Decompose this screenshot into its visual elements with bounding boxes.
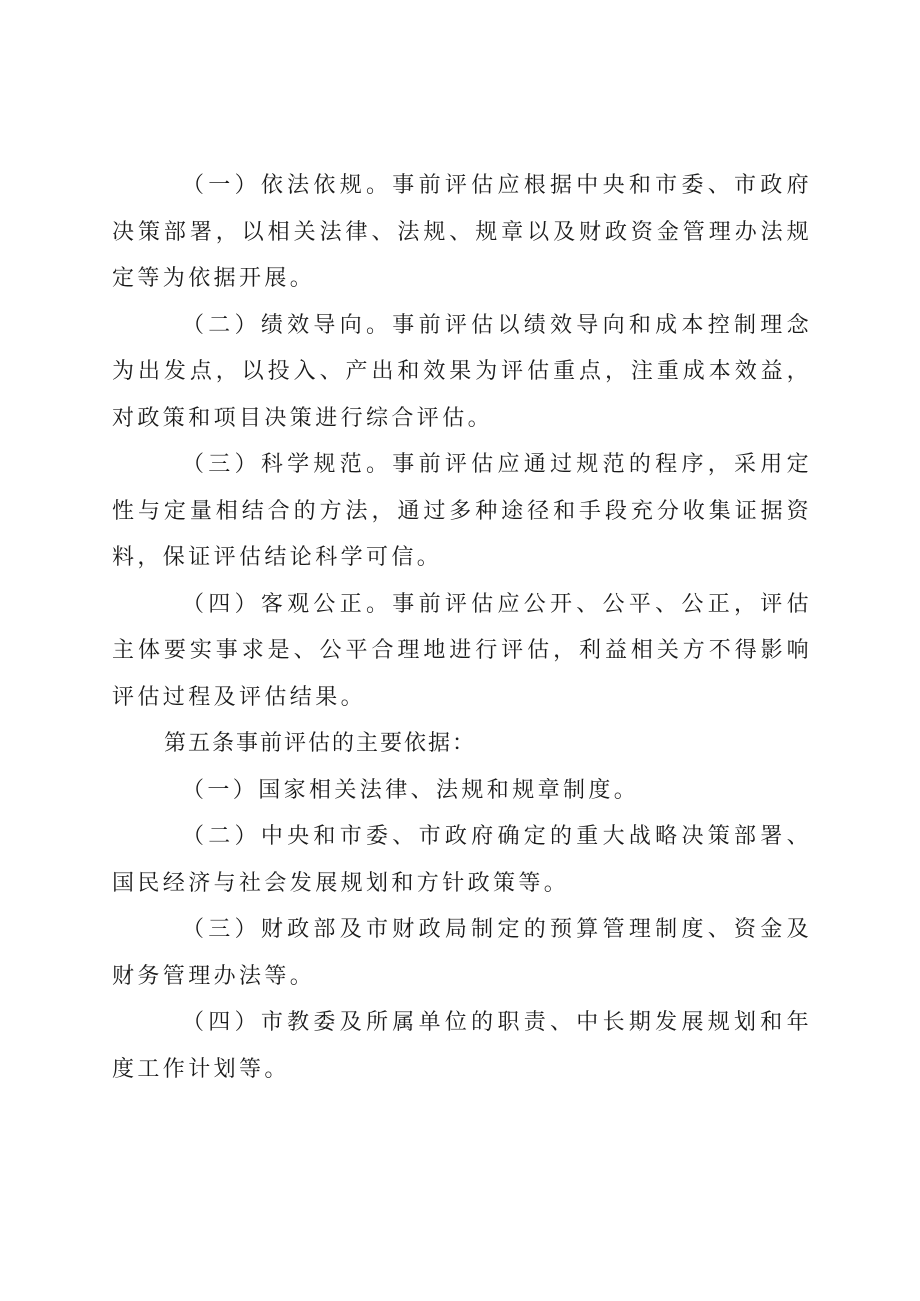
basis-paragraph-3: （三）财政部及市财政局制定的预算管理制度、资金及财务管理办法等。 bbox=[112, 917, 812, 989]
basis-paragraph-4: （四）市教委及所属单位的职责、中长期发展规划和年度工作计划等。 bbox=[112, 1010, 812, 1082]
basis-paragraph-2: （二）中央和市委、市政府确定的重大战略决策部署、国民经济与社会发展规划和方针政策等。 bbox=[112, 824, 812, 896]
article-5-heading: 第五条事前评估的主要依据： bbox=[164, 731, 477, 756]
document-body bbox=[112, 163, 812, 1093]
basis-paragraph-1: （一）国家相关法律、法规和规章制度。 bbox=[182, 777, 640, 803]
principle-paragraph-4: （四）客观公正。事前评估应公开、公平、公正，评估主体要实事求是、公平合理地进行评估，利益相关方不得影响评估过程及评估结果。 bbox=[112, 591, 812, 710]
principle-paragraph-2: （二）绩效导向。事前评估以绩效导向和成本控制理念为出发点，以投入、产出和效果为评估重点，注重成本效益，对政策和项目决策进行综合评估。 bbox=[112, 312, 812, 431]
principle-paragraph-1: （一）依法依规。事前评估应根据中央和市委、市政府决策部署，以相关法律、法规、规章以及财政资金管理办法规定等为依据开展。 bbox=[112, 173, 812, 291]
principle-paragraph-3: （三）科学规范。事前评估应通过规范的程序，采用定性与定量相结合的方法，通过多种途径和手段充分收集证据资料，保证评估结论科学可信。 bbox=[112, 452, 812, 570]
